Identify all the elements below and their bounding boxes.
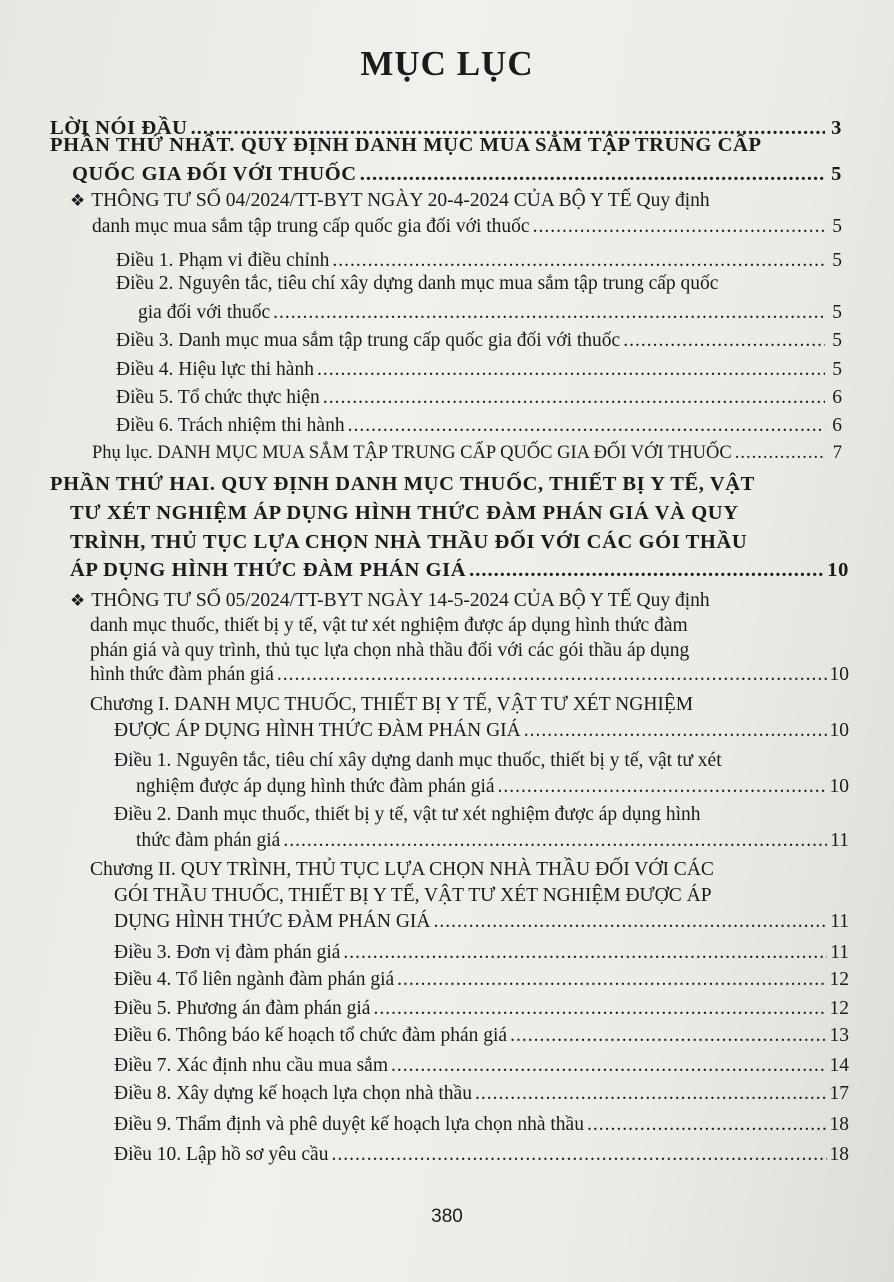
dot-leader — [469, 558, 824, 582]
toc-circular-05-line-2[interactable]: danh mục thuốc, thiết bị y tế, vật tư xét nghiệm được áp dụng hình thức đàm — [90, 615, 688, 636]
toc-entry-title: QUỐC GIA ĐỐI VỚI THUỐC — [72, 163, 357, 185]
dot-leader — [360, 162, 825, 186]
toc-page-number: 5 — [832, 216, 842, 237]
toc-entry-title: Điều 9. Thẩm định và phê duyệt kế hoạch lựa chọn nhà thầu — [114, 1114, 584, 1135]
dot-leader — [498, 775, 827, 799]
toc-entry-title: Điều 6. Thông báo kế hoạch tổ chức đàm phán giá — [114, 1025, 508, 1046]
dot-leader — [475, 1082, 827, 1106]
toc-entry-title: gia đối với thuốc — [138, 302, 271, 323]
toc-entry-c2-dieu-8[interactable] — [114, 1082, 849, 1106]
toc-entry-title: Điều 8. Xây dựng kế hoạch lựa chọn nhà thầu — [114, 1083, 472, 1104]
toc-page-number: 5 — [832, 330, 842, 351]
page-title: MỤC LỤC — [360, 44, 534, 83]
toc-page-number: 10 — [829, 720, 849, 741]
toc-entry-title: Điều 1. Phạm vi điều chỉnh — [116, 250, 330, 271]
toc-page-number: 18 — [829, 1144, 849, 1165]
toc-entry-chapter-2[interactable] — [114, 910, 849, 934]
toc-entry-p1-dieu-6[interactable] — [116, 414, 842, 438]
toc-entry-circular-05[interactable] — [90, 663, 849, 687]
toc-chapter-1-line-1[interactable]: Chương I. DANH MỤC THUỐC, THIẾT BỊ Y TẾ, VẬT TƯ XÉT NGHIỆM — [90, 694, 694, 715]
toc-entry-title: LỜI NÓI ĐẦU — [50, 117, 188, 139]
toc-p1-dieu-2-line-1[interactable]: Điều 2. Nguyên tắc, tiêu chí xây dựng danh mục mua sắm tập trung cấp quốc — [116, 273, 719, 294]
toc-entry-title: Điều 4. Hiệu lực thi hành — [116, 359, 314, 380]
toc-entry-title: danh mục mua sắm tập trung cấp quốc gia đối với thuốc — [92, 216, 530, 237]
toc-entry-p1-dieu-5[interactable] — [116, 386, 842, 410]
toc-entry-p1-dieu-1[interactable] — [116, 249, 842, 273]
toc-part-2-line-3[interactable]: TRÌNH, THỦ TỤC LỰA CHỌN NHÀ THẦU ĐỐI VỚI CÁC GÓI THẦU — [70, 531, 748, 553]
toc-entry-title: nghiệm được áp dụng hình thức đàm phán giá — [136, 776, 495, 797]
toc-entry-title: ĐƯỢC ÁP DỤNG HÌNH THỨC ĐÀM PHÁN GIÁ — [114, 720, 521, 741]
toc-page-number: 6 — [832, 387, 842, 408]
toc-page-number: 13 — [829, 1025, 849, 1046]
toc-page-number: 17 — [829, 1083, 849, 1104]
toc-chapter-2-line-2[interactable]: GÓI THẦU THUỐC, THIẾT BỊ Y TẾ, VẬT TƯ XÉT NGHIỆM ĐƯỢC ÁP — [114, 885, 712, 906]
toc-entry-title: DỤNG HÌNH THỨC ĐÀM PHÁN GIÁ — [114, 911, 431, 932]
dot-leader — [735, 441, 825, 465]
dot-leader — [373, 997, 826, 1021]
toc-part-2-line-2[interactable]: TƯ XÉT NGHIỆM ÁP DỤNG HÌNH THỨC ĐÀM PHÁN GIÁ VÀ QUY — [70, 502, 739, 524]
toc-c1-dieu-1-line-1[interactable]: Điều 1. Nguyên tắc, tiêu chí xây dựng danh mục thuốc, thiết bị y tế, vật tư xét — [114, 750, 722, 771]
diamond-bullet-icon: ❖ — [70, 191, 86, 210]
toc-entry-c2-dieu-9[interactable] — [114, 1113, 849, 1137]
toc-page-number: 14 — [829, 1055, 849, 1076]
toc-entry-title: Điều 3. Đơn vị đàm phán giá — [114, 942, 341, 963]
toc-circular-05-line-3[interactable]: phán giá và quy trình, thủ tục lựa chọn nhà thầu đối với các gói thầu áp dụng — [90, 640, 690, 661]
dot-leader — [397, 968, 826, 992]
dot-leader — [273, 301, 825, 325]
toc-entry-title: Điều 3. Danh mục mua sắm tập trung cấp quốc gia đối với thuốc — [116, 330, 621, 351]
toc-entry-c1-dieu-2[interactable] — [136, 829, 849, 853]
toc-entry-c2-dieu-6[interactable] — [114, 1024, 849, 1048]
toc-entry-chapter-1[interactable] — [114, 719, 849, 743]
dot-leader — [433, 910, 827, 934]
dot-leader — [524, 719, 827, 743]
toc-entry-c2-dieu-4[interactable] — [114, 968, 849, 992]
toc-circular-05-line-1[interactable] — [70, 589, 710, 613]
toc-page-number: 5 — [832, 250, 842, 271]
toc-entry-title: Điều 10. Lập hồ sơ yêu cầu — [114, 1144, 329, 1165]
toc-entry-c2-dieu-7[interactable] — [114, 1054, 849, 1078]
toc-page-number: 10 — [827, 559, 849, 581]
toc-entry-title: hình thức đàm phán giá — [90, 664, 274, 685]
toc-page-number: 10 — [829, 776, 849, 797]
toc-entry-p1-dieu-2[interactable] — [138, 301, 842, 325]
dot-leader — [323, 386, 825, 410]
dot-leader — [331, 1143, 826, 1167]
diamond-bullet-icon: ❖ — [70, 591, 86, 610]
dot-leader — [348, 414, 825, 438]
toc-entry-title: Điều 7. Xác định nhu cầu mua sắm — [114, 1055, 389, 1076]
toc-page-number: 6 — [832, 415, 842, 436]
toc-c1-dieu-2-line-1[interactable]: Điều 2. Danh mục thuốc, thiết bị y tế, vật tư xét nghiệm được áp dụng hình — [114, 804, 701, 825]
toc-page-number: 11 — [830, 830, 849, 851]
toc-entry-title: ÁP DỤNG HÌNH THỨC ĐÀM PHÁN GIÁ — [70, 559, 467, 581]
toc-entry-title: Điều 6. Trách nhiệm thi hành — [116, 415, 345, 436]
toc-page-number: 12 — [829, 969, 849, 990]
toc-entry-c1-dieu-1[interactable] — [136, 775, 849, 799]
dot-leader — [587, 1113, 827, 1137]
page-number: 380 — [431, 1206, 463, 1227]
toc-entry-c2-dieu-5[interactable] — [114, 997, 849, 1021]
toc-entry-title: Điều 5. Phương án đàm phán giá — [114, 998, 371, 1019]
toc-entry-title: Điều 5. Tổ chức thực hiện — [116, 387, 320, 408]
toc-page-number: 3 — [831, 117, 842, 139]
toc-page-number: 5 — [831, 163, 842, 185]
toc-chapter-2-line-1[interactable]: Chương II. QUY TRÌNH, THỦ TỤC LỰA CHỌN NHÀ THẦU ĐỐI VỚI CÁC — [90, 859, 714, 880]
toc-entry-title: Điều 4. Tổ liên ngành đàm phán giá — [114, 969, 395, 990]
dot-leader — [277, 663, 827, 687]
toc-page-number: 12 — [829, 998, 849, 1019]
toc-page-number: 10 — [829, 664, 849, 685]
toc-entry-title: THÔNG TƯ SỐ 05/2024/TT-BYT NGÀY 14-5-2024 CỦA BỘ Y TẾ Quy định — [91, 590, 710, 611]
toc-page-number: 18 — [829, 1114, 849, 1135]
dot-leader — [317, 358, 825, 382]
toc-entry-c2-dieu-3[interactable] — [114, 941, 849, 965]
toc-part-2-line-1[interactable]: PHẦN THỨ HAI. QUY ĐỊNH DANH MỤC THUỐC, THIẾT BỊ Y TẾ, VẬT — [50, 473, 755, 495]
dot-leader — [283, 829, 827, 853]
toc-circular-04-line-1[interactable] — [70, 189, 710, 213]
toc-page-number: 5 — [832, 302, 842, 323]
toc-entry-p1-dieu-3[interactable] — [116, 329, 842, 353]
toc-entry-part-1[interactable] — [72, 162, 842, 186]
toc-entry-circular-04[interactable] — [92, 215, 842, 239]
toc-page-number: 11 — [830, 942, 849, 963]
dot-leader — [391, 1054, 826, 1078]
toc-page-number: 7 — [832, 443, 842, 463]
toc-part-1-line-1[interactable]: PHẦN THỨ NHẤT. QUY ĐỊNH DANH MỤC MUA SẮM TẬP TRUNG CẤP — [50, 134, 762, 156]
toc-entry-title: Phụ lục. DANH MỤC MUA SẮM TẬP TRUNG CẤP QUỐC GIA ĐỐI VỚI THUỐC — [92, 443, 732, 463]
toc-entry-p1-dieu-4[interactable] — [116, 358, 842, 382]
toc-entry-title: THÔNG TƯ SỐ 04/2024/TT-BYT NGÀY 20-4-2024 CỦA BỘ Y TẾ Quy định — [91, 190, 710, 211]
dot-leader — [343, 941, 827, 965]
toc-entry-appendix[interactable] — [92, 441, 842, 465]
dot-leader — [623, 329, 825, 353]
toc-page-number: 5 — [832, 359, 842, 380]
toc-page-number: 11 — [830, 911, 849, 932]
dot-leader — [510, 1024, 826, 1048]
dot-leader — [332, 249, 825, 273]
toc-entry-c2-dieu-10[interactable] — [114, 1143, 849, 1167]
toc-entry-title: thức đàm phán giá — [136, 830, 281, 851]
dot-leader — [533, 215, 825, 239]
toc-entry-part-2[interactable] — [70, 558, 849, 582]
